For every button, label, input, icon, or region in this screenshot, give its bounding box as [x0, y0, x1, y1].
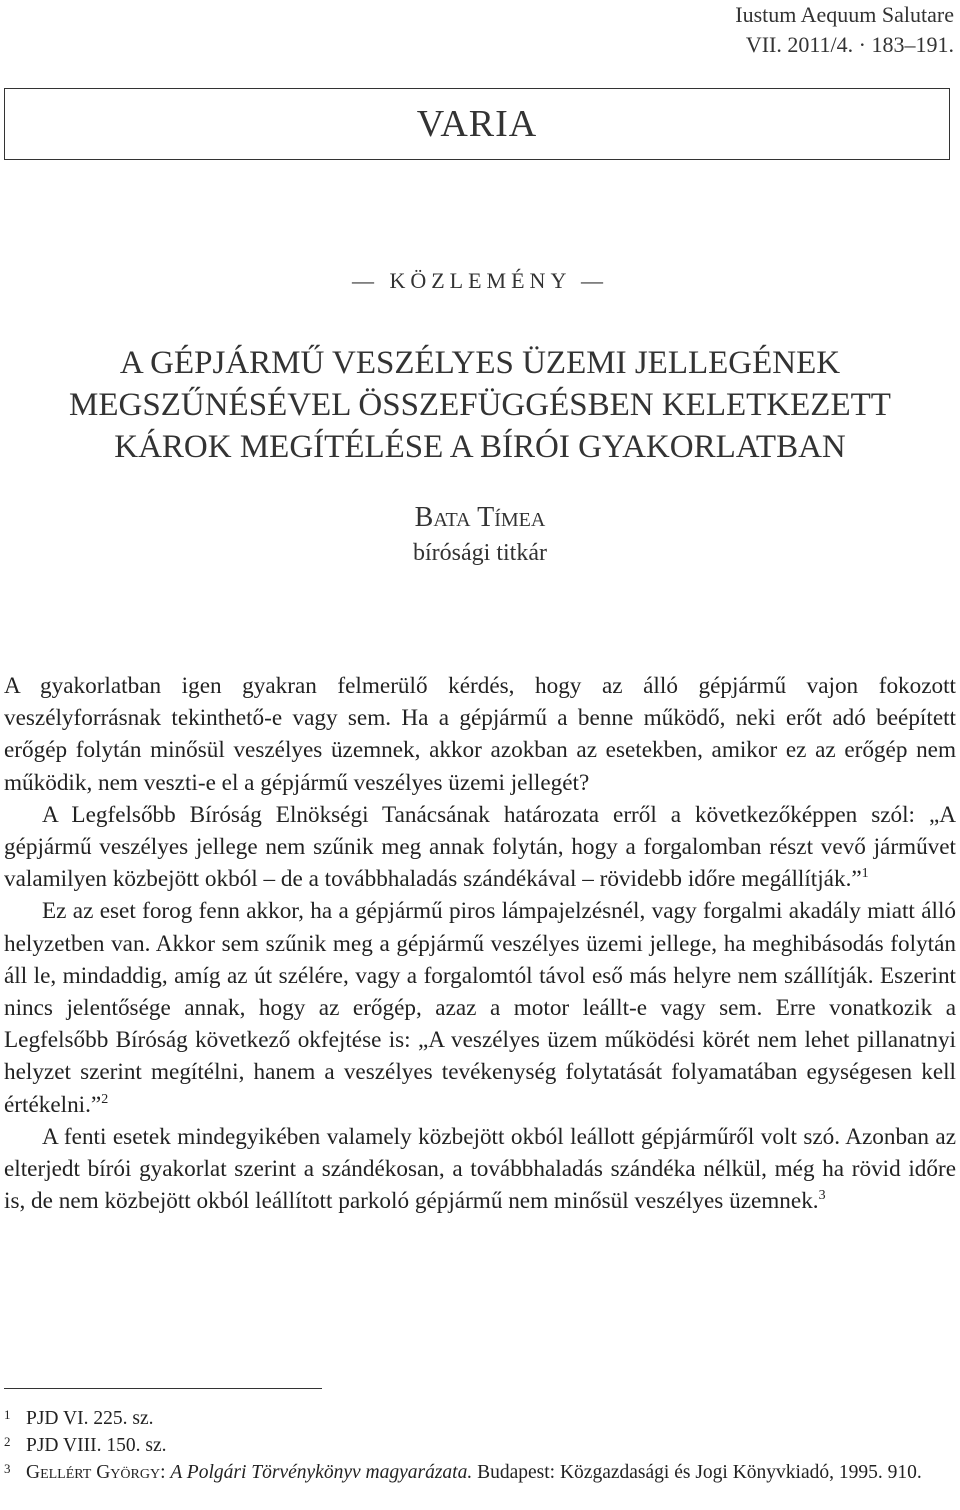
- article-title: [0, 342, 960, 468]
- paragraph: [4, 1121, 956, 1218]
- footnote-separator: [4, 1388, 322, 1389]
- paragraph-text: A Legfelsőbb Bíróság Elnökségi Tanácsának határozata erről a következőképpen szól: „A gépjármű veszélyes jellege nem szűnik meg annak folytán, hogy a forgalomban részt vevő járművet valamilyen közbejött okból – de a továbbhaladás szándékával – rövidebb időre megállítják.”: [4, 801, 956, 893]
- issue-pages: VII. 2011/4. · 183–191.: [745, 32, 954, 57]
- footnote-text: PJD VI. 225. sz.: [26, 1408, 154, 1429]
- article-kind: — KÖZLEMÉNY —: [351, 268, 609, 293]
- paragraph-text: A fenti esetek mindegyikében valamely közbejött okból leállott gépjárműről volt szó. Azonban az elterjedt bírói gyakorlat szerint a szándékosan, a továbbhaladás szándéka nélkül, még ha rövid időre is, de nem közbejött okból leállított parkoló gépjármű nem minősül veszélyes üzemnek.: [4, 1123, 956, 1215]
- footnote: [4, 1459, 956, 1486]
- journal-name: Iustum Aequum Salutare: [735, 2, 954, 27]
- paragraph: [4, 895, 956, 1120]
- paragraph-text: A gyakorlatban igen gyakran felmerülő kérdés, hogy az álló gépjármű vajon fokozott veszélyforrásnak tekinthető-e vagy sem. Ha a gépjármű a benne működő, neki erőt adó beépített erőgép folytán minősül veszélyes üzemnek, akkor azokban az esetekben, amikor ez az erőgép nem működik, nem veszti-e el a gépjármű veszélyes üzemi jellegét?: [4, 673, 956, 796]
- title-line: KÁROK MEGÍTÉLÉSE A BÍRÓI GYAKORLATBAN: [114, 429, 846, 465]
- title-line: MEGSZŰNÉSÉVEL ÖSSZEFÜGGÉSBEN KELETKEZETT: [69, 387, 891, 423]
- footnote-number: 1: [4, 1407, 11, 1422]
- title-line: A GÉPJÁRMŰ VESZÉLYES ÜZEMI JELLEGÉNEK: [119, 345, 841, 381]
- footnote-author: Gellért György:: [26, 1462, 166, 1483]
- footnote-work: A Polgári Törvénykönyv magyarázata.: [170, 1462, 473, 1483]
- paragraph: [4, 799, 956, 896]
- footnotes: [4, 1405, 956, 1486]
- footnote-ref[interactable]: 1: [861, 866, 869, 882]
- footnote: [4, 1432, 956, 1459]
- footnote-ref[interactable]: 3: [818, 1188, 826, 1204]
- paragraph-text: Ez az eset forog fenn akkor, ha a gépjármű piros lámpajelzésnél, vagy forgalmi akadály miatt álló helyzetben van. Akkor sem szűnik meg a gépjármű veszélyes üzemi jellege, ha meghibásodás folytán áll le, mindaddig, amíg az út szélére, vagy a forgalomtól távol eső más helyre nem szállítják. Eszerint nincs jelentősége annak, hogy az erőgép, azaz a motor leállt-e vagy sem. Erre vonatkozik a Legfelsőbb Bíróság következő okfejtése is: „A veszélyes üzem működési körét nem lehet pillanatnyi helyzet szerint megítélni, hanem a veszélyes tevékenység folytatását folyamatában egységesen kell értékelni.”: [4, 898, 956, 1118]
- paragraph: [4, 670, 956, 799]
- footnote-number: 3: [4, 1461, 11, 1476]
- footnote-text: PJD VIII. 150. sz.: [26, 1435, 167, 1456]
- author-name: Bata Tímea: [414, 502, 546, 533]
- footnote-publication: Budapest: Közgazdasági és Jogi Könyvkiadó, 1995. 910.: [472, 1462, 922, 1483]
- footnote: [4, 1405, 956, 1432]
- article-body: [4, 670, 956, 1217]
- author-affiliation: bírósági titkár: [413, 540, 547, 566]
- footnote-number: 2: [4, 1434, 11, 1449]
- section-heading: VARIA: [4, 88, 950, 160]
- footnote-ref[interactable]: 2: [101, 1091, 109, 1107]
- running-head: [735, 0, 954, 60]
